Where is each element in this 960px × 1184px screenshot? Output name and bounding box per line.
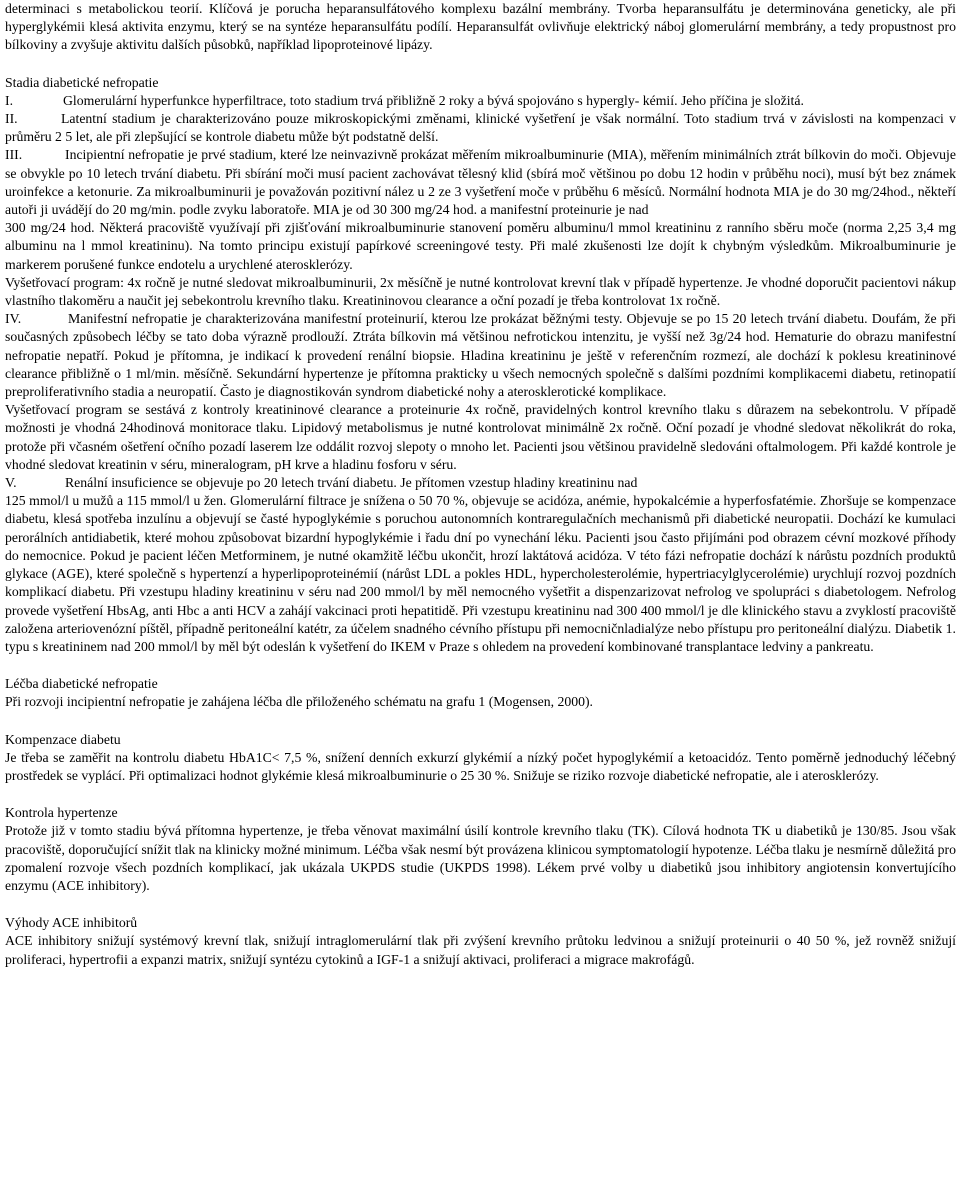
stage-3-continuation: 300 mg/24 hod. Některá pracoviště využívají při zjišťování mikroalbuminurie stanovení poměru albuminu/l mmol kreatininu z ranního sběru moče (norma 2,25 3,4 mg albuminu na l mmol kreatininu). Na tomto principu existují papírkové screeningové testy. Při malé zkušenosti lze dojít k chybným výsledkům. Mikroalbuminurie je markerem porušené funkce endotelu a urychlené aterosklerózy. — [5, 220, 956, 272]
hypertenze-text: Protože již v tomto stadiu bývá přítomna hypertenze, je třeba věnovat maximální úsilí kontrole krevního tlaku (TK). Cílová hodnota TK u diabetiků je 130/85. Jsou však pracoviště, doporučující snížit tlak na klinicky možné minimum. Léčba však nesmí být provázena klinicou symptomatologií hypotenze. Léčba tlaku je nesmírně důležitá pro zpomalení rozvoje všech pozdních komplikací, jak ukázala UKPDS studie (UKPDS 1998). Lékem prvé volby u diabetiků jsou inhibitory angiotensin konvertujícího enzymu (ACE inhibitory). — [5, 823, 956, 893]
stage-3-text: Incipientní nefropatie je prvé stadium, které lze neinvazivně prokázat měřením mikroalbuminurie (MIA), měřením minimálních ztrát bílkovin do moči. Objevuje se obvykle po 10 letech trvání diabetu. Při sbírání moči musí pacient zachovávat tělesný klid (sbírá moč většinou po dobu 12 hodin v průběhu noci), musí být bez známek uroinfekce a ketonurie. Za mikroalbuminurii je považován pozitivní nález u 2 ze 3 vyšetření moče v průběhu 6 měsíců. Normální hodnota MIA je do 30 mg/24hod., někteří autoři ji uvádějí do 20 mg/min. podle zvyku laboratoře. MIA je od 30 300 mg/24 hod. a manifestní proteinurie je nad — [5, 147, 956, 218]
ace-heading: Výhody ACE inhibitorů — [5, 915, 138, 931]
stage-3-paragraph — [5, 146, 956, 219]
stage-5-continuation: 125 mmol/l u mužů a 115 mmol/l u žen. Glomerulární filtrace je snížena o 50 70 %, objevuje se acidóza, anémie, hypokalcémie a hyperfosfatémie. Zhoršuje se kompenzace diabetu, klesá spotřeba inzulínu a objevují se časté hypoglykémie s poruchou autonomních kontraregulačních mechanismů při diabetické neuropatii. Dochází ke kumulaci perorálních antidiabetik, které mohou způsobovat bizardní hypoglykémie i řadu dní po vynechání léku. Pacienti jsou často přijímáni pod obrazem cévní mozkové příhody do nemocnice. Pokud je pacient léčen Metforminem, je nutné okamžitě léčbu ukončit, hrozí laktátová acidóza. V této fázi nefropatie dochází k nárůstu pozdních produktů glykace (AGE), které společně s hypertenzí a hyperlipoproteinémií (nárůst LDL a pokles HDL, hypercholesterolémie, hypertriacylglycerolémie) urychlují rozvoj pozdních komplikací diabetu. Při vzestupu hladiny kreatininu v séru nad 200 mmol/l by měl nemocného vyšetřit a dispenzarizovat nefrolog ve spolupráci s diabetologem. Nefrolog provede vyšetření HbsAg, anti Hbc a anti HCV a zahájí vakcinaci proti hepatitidě. Při vzestupu kreatininu nad 300 400 mmol/l je dle klinického stavu a zvyklostí pracoviště založena arteriovenózní píštěl, případně peritoneální katétr, za účelem snadného cévního přístupu při nemocničnladialýze nebo přístupu pro peritoneální dialýzu. Diabetik 1. typu s kreatininem nad 200 mmol/l by měl být odeslán k vyšetření do IKEM v Praze s ohledem na provedení kombinované transplantace ledviny a pankreatu. — [5, 493, 956, 654]
stage-4-program: Vyšetřovací program se sestává z kontroly kreatininové clearance a proteinurie 4x ročně, pravidelných kontrol krevního tlaku s důrazem na sebekontrolu. V případě možnosti je vhodná 24hodinová monitorace tlaku. Lipidový metabolismus je nutné kontrolovat minimálně 2x ročně. Oční pozadí je vhodné sledovat několikrát do roka, protože při včasném ošetření očního pozadí laserem lze oddálit rozvoj slepoty o mnoho let. Pacienti jsou většinou pravidelně sledováni oftalmologem. Při každé kontrole je vhodné sledovat kreatinin v séru, mineralogram, pH krve a hladinu fosforu v séru. — [5, 402, 956, 472]
stage-5-paragraph — [5, 474, 956, 492]
stage-1-text: Glomerulární hyperfunkce hyperfiltrace, toto stadium trvá přibližně 2 roky a bývá spojováno s hypergly- kémií. Jeho příčina je složitá. — [63, 92, 804, 108]
lecba-text: Při rozvoji incipientní nefropatie je zahájena léčba dle přiloženého schématu na grafu 1 (Mogensen, 2000). — [5, 694, 593, 710]
kompenzace-heading: Kompenzace diabetu — [5, 731, 121, 747]
hypertenze-heading: Kontrola hypertenze — [5, 805, 118, 821]
stage-5-text: Renální insuficience se objevuje po 20 letech trvání diabetu. Je přítomen vzestup hladiny kreatininu nad — [65, 475, 638, 491]
stage-2-label: II. — [5, 111, 18, 127]
stage-4-paragraph — [5, 310, 956, 401]
lecba-heading: Léčba diabetické nefropatie — [5, 676, 158, 692]
ace-text: ACE inhibitory snižují systémový krevní tlak, snižují intraglomerulární tlak při zvýšení krevního průtoku ledvinou a snižují proteinurii o 40 50 %, jež rovněž snižují proliferaci, hypertrofii a expanzi matrix, snižují syntézu cytokinů a IGF-1 a snižují aktivaci, proliferaci a migrace makrofágů. — [5, 933, 956, 967]
stage-3-program: Vyšetřovací program: 4x ročně je nutné sledovat mikroalbuminurii, 2x měsíčně je nutné kontrolovat krevní tlak v případě hypertenze. Je vhodné doporučit pacientovi nákup vlastního tlakoměru a naučit jej sebekontrolu krevního tlaku. Kreatininovou clearance a oční pozadí je třeba kontrolovat 1x ročně. — [5, 274, 956, 309]
stage-2-text: Latentní stadium je charakterizováno pouze mikroskopickými změnami, klinické vyšetření je však normální. Toto stadium trvá v závislosti na kompenzaci v průměru 2 5 let, ale při zlepšující se kontrole diabetu může být podstatně delší. — [5, 111, 956, 145]
stage-4-label: IV. — [5, 311, 22, 327]
stage-3-label: III. — [5, 147, 23, 163]
stage-1-label: I. — [5, 92, 14, 108]
kompenzace-text: Je třeba se zaměřit na kontrolu diabetu HbA1C< 7,5 %, snížení denních exkurzí glykémií a nízký počet hypoglykémií a ketoacidóz. Tento poměrně jednoduchý léčebný prostředek se vyplácí. Při optimalizaci hodnot glykémie klesá mikroalbuminurie o 25 30 %. Snižuje se riziko rozvoje diabetické nefropatie, ale i aterosklerózy. — [5, 749, 956, 783]
stage-1-paragraph — [5, 92, 956, 110]
stadia-heading: Stadia diabetické nefropatie — [5, 74, 159, 90]
stage-2-paragraph — [5, 110, 956, 146]
stage-4-text: Manifestní nefropatie je charakterizována manifestní proteinurií, kterou lze prokázat běžnými testy. Objevuje se po 15 20 letech trvání diabetu. Doufám, že při současných způsobech léčby se tato doba výrazně prodlouží. Ztráta bílkovin má většinou nefrotickou intenzitu, je vyšší než 3g/24 hod. Hematurie do obrazu manifestní nefropatie nepatří. Pokud je přítomna, je indikací k provedení renální biopsie. Hladina kreatininu je ještě v referenčním rozmezí, ale dochází k poklesu kreatininové clearance přibližně o 1 ml/min. měsíčně. Sekundární hypertenze je přítomna prakticky u všech nemocných společně s dalšími pozdními komplikacemi diabetu, retinopatií preproliferativního stadia a neuropatií. Často je diagnostikován syndrom diabetické nohy a aterosklerotické komplikace. — [5, 311, 956, 400]
stage-5-label: V. — [5, 475, 17, 491]
intro-paragraph: determinaci s metabolickou teorií. Klíčová je porucha heparansulfátového komplexu bazální membrány. Tvorba heparansulfátu je determinována geneticky, ale při hyperglykémii klesá aktivita enzymu, který se na syntéze heparansulfátu podílí. Heparansulfát ovlivňuje elektrický náboj glomerulární membrány, a tedy propustnost pro bílkoviny a zvyšuje aktivitu dalších působků, například lipoproteinové lipázy. — [5, 1, 956, 53]
